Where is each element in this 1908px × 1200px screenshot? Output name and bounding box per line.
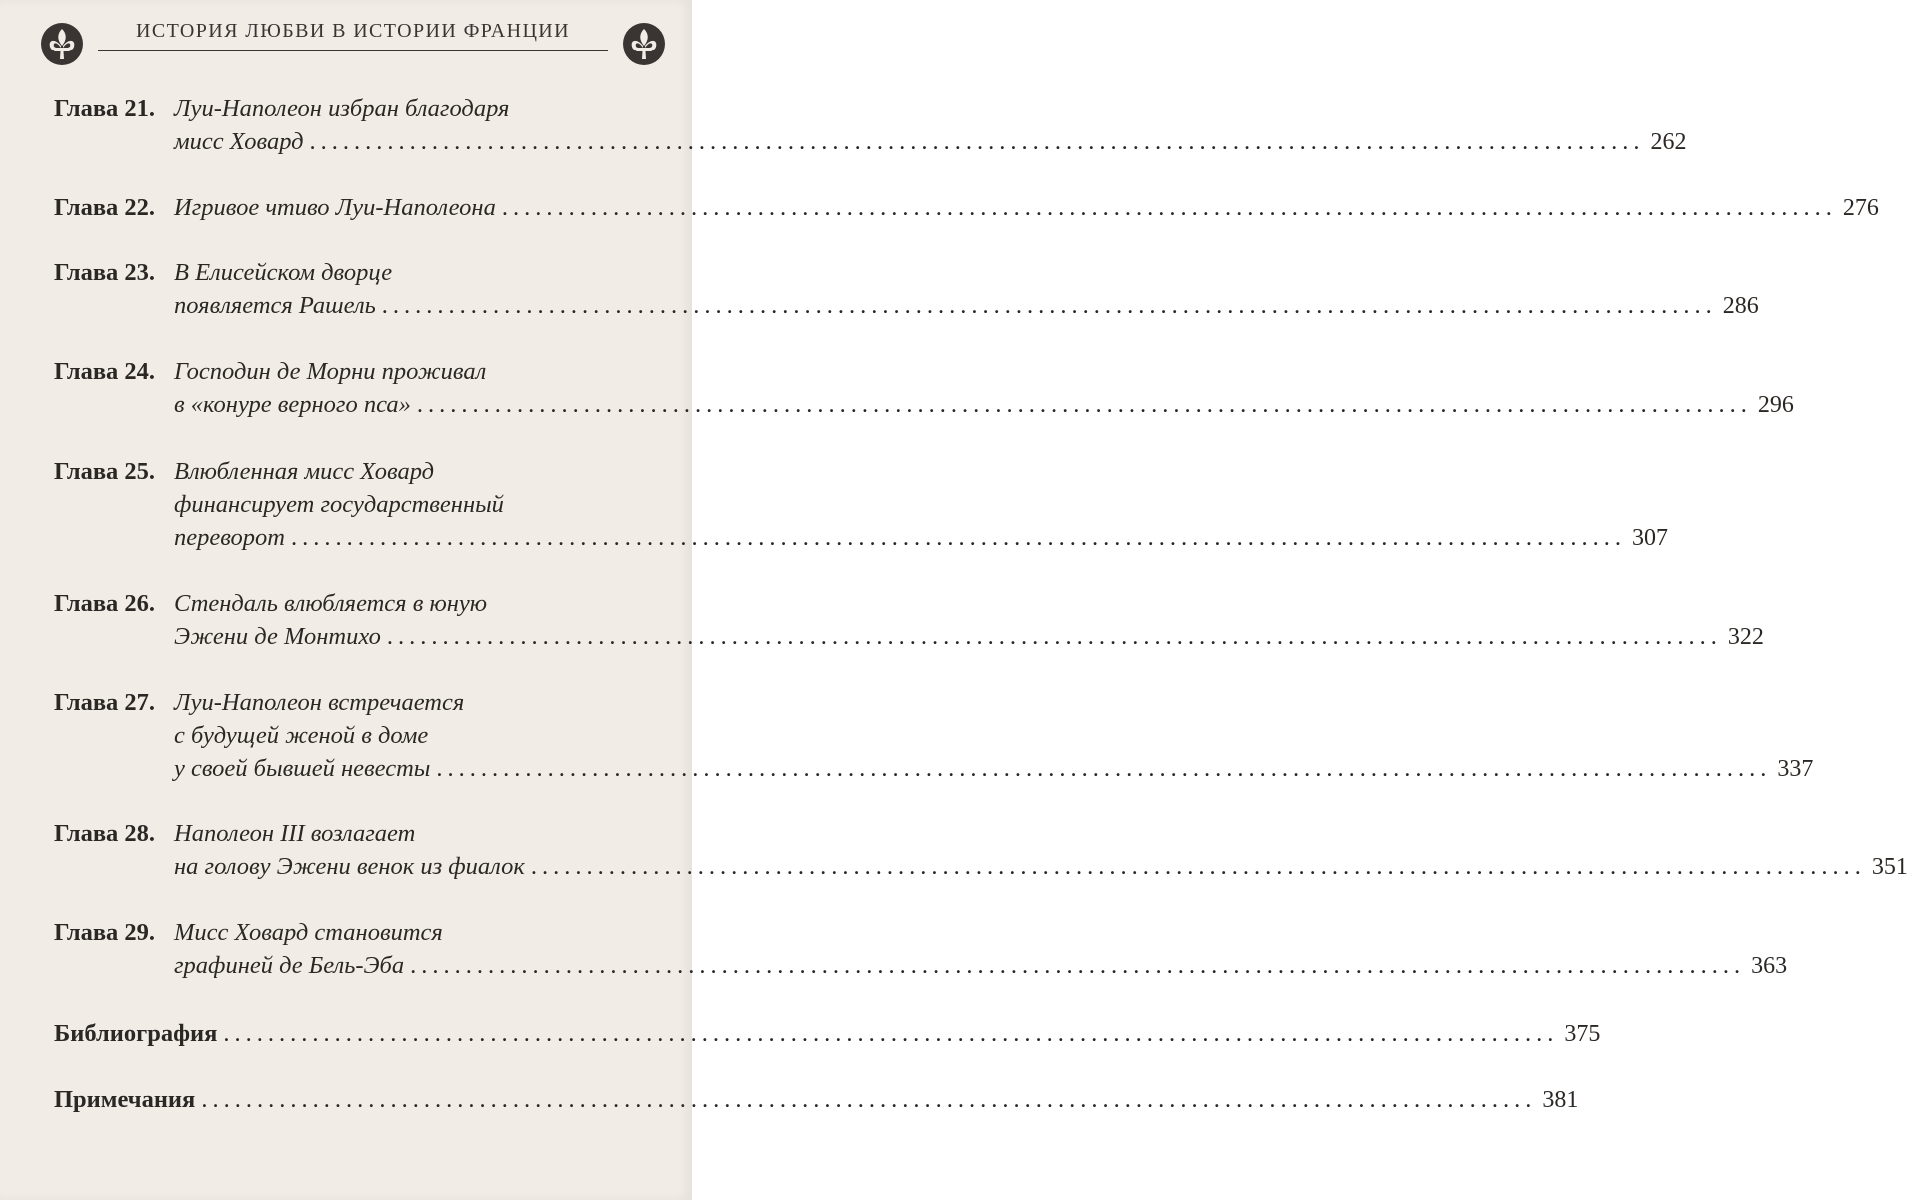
chapter-title-line: Луи-Наполеон избран благодаря — [174, 95, 510, 122]
chapter-title-line: Наполеон III возлагает — [174, 820, 416, 847]
page-number: 276 — [1842, 195, 1879, 221]
dot-leader: ........................................................................................................................ — [291, 524, 1627, 551]
chapter-title-line: Господин де Морни проживал — [174, 358, 487, 385]
chapter-label: Глава 28. — [54, 820, 156, 847]
dot-leader: ........................................................................................................................ — [410, 952, 1746, 979]
chapter-title-line: появляется Рашель — [174, 292, 376, 319]
page-number: 375 — [1564, 1021, 1601, 1047]
section-title: Примечания — [54, 1086, 196, 1113]
header-title: ИСТОРИЯ ЛЮБВИ В ИСТОРИИ ФРАНЦИИ — [136, 20, 570, 42]
chapter-label: Глава 24. — [54, 358, 156, 385]
chapter-title-line: Мисс Ховард становится — [174, 919, 443, 946]
chapter-label: Глава 27. — [54, 689, 156, 716]
chapter-title-line: финансирует государственный — [174, 491, 504, 518]
dot-leader: ........................................................................................................................ — [223, 1020, 1559, 1047]
chapter-title-line: у своей бывшей невесты — [174, 755, 431, 782]
page-number: 381 — [1542, 1087, 1579, 1113]
chapter-title-line: Влюбленная мисс Ховард — [174, 458, 435, 485]
page-number: 262 — [1650, 129, 1687, 155]
page-number: 322 — [1727, 624, 1764, 650]
chapter-label: Глава 22. — [54, 194, 156, 221]
page-number: 363 — [1751, 953, 1788, 979]
dot-leader: ........................................................................................................................ — [436, 755, 1772, 782]
chapter-label: Глава 21. — [54, 95, 156, 122]
page-number: 337 — [1777, 756, 1814, 782]
header-rule — [98, 50, 608, 51]
chapter-title-line: В Елисейском дворце — [174, 259, 393, 286]
dot-leader: ........................................................................................................................ — [386, 623, 1722, 650]
chapter-title-line: в «конуре верного пса» — [174, 391, 411, 418]
page-number: 351 — [1871, 854, 1908, 880]
chapter-label: Глава 29. — [54, 919, 156, 946]
running-header — [40, 16, 666, 80]
chapter-title-line: Стендаль влюбляется в юную — [174, 590, 488, 617]
chapter-title-line: Игривое чтиво Луи-Наполеона — [174, 194, 496, 221]
chapter-label: Глава 25. — [54, 458, 156, 485]
chapter-title-line: на голову Эжени венок из фиалок — [174, 853, 525, 880]
chapter-title-line: графиней де Бель-Эба — [174, 952, 405, 979]
dot-leader: ........................................................................................................................ — [309, 128, 1645, 155]
chapter-label: Глава 23. — [54, 259, 156, 286]
chapter-title-line: Эжени де Монтихо — [174, 623, 381, 650]
chapter-title-line: Луи-Наполеон встречается — [174, 689, 465, 716]
chapter-title-line: переворот — [174, 524, 286, 551]
fleur-de-lis-icon — [622, 22, 666, 66]
fleur-de-lis-icon — [40, 22, 84, 66]
chapter-title-line: мисс Ховард — [174, 128, 304, 155]
dot-leader: ........................................................................................................................ — [416, 391, 1752, 418]
section-title: Библиография — [54, 1020, 218, 1047]
page-number: 307 — [1632, 525, 1669, 551]
dot-leader: ........................................................................................................................ — [381, 292, 1717, 319]
dot-leader: ........................................................................................................................ — [201, 1086, 1537, 1113]
dot-leader: ........................................................................................................................ — [501, 194, 1837, 221]
chapter-title-line: с будущей женой в доме — [174, 722, 429, 749]
chapter-label: Глава 26. — [54, 590, 156, 617]
dot-leader: ........................................................................................................................ — [530, 853, 1866, 880]
page-number: 296 — [1757, 392, 1794, 418]
page-number: 286 — [1722, 293, 1759, 319]
